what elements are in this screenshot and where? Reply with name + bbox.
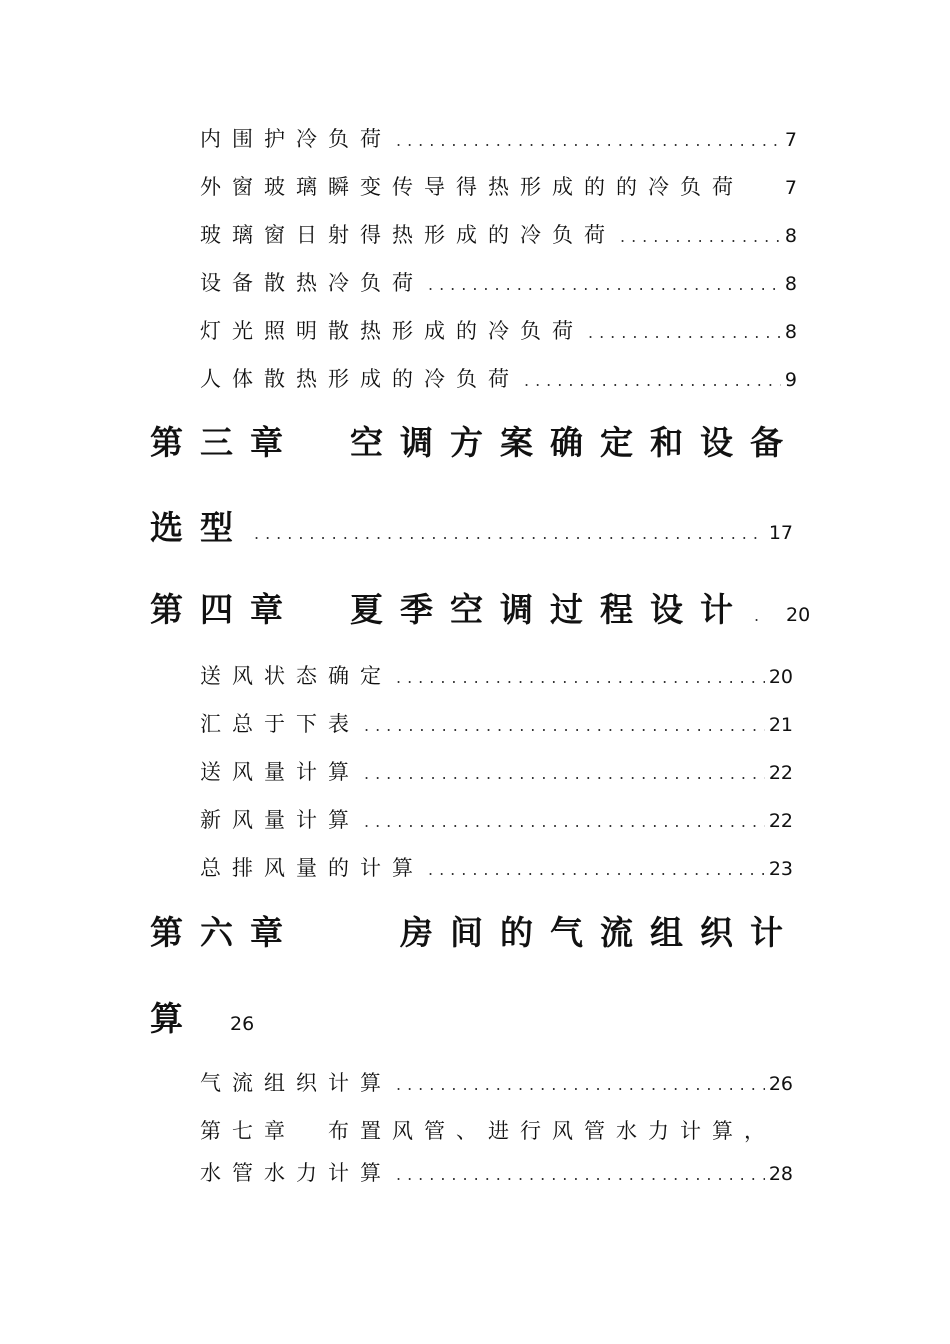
toc-entry-page: 21 xyxy=(768,714,793,736)
leader-dots xyxy=(364,716,765,735)
toc-entry-title: 人体散热形成的冷负荷 xyxy=(200,367,520,391)
toc-entry-page: 7 xyxy=(784,129,797,151)
toc-entry-page: 28 xyxy=(768,1163,793,1185)
toc-entry[interactable] xyxy=(200,315,797,345)
leader-dots xyxy=(588,323,781,342)
toc-chapter-title: 第四章 夏季空调过程设计 xyxy=(150,590,750,629)
toc-entry-title: 设备散热冷负荷 xyxy=(200,271,424,295)
toc-chapter-page: 20 xyxy=(786,604,811,626)
toc-entry-page: 23 xyxy=(768,858,793,880)
toc-entry[interactable] xyxy=(200,1067,793,1097)
toc-entry-page: 26 xyxy=(768,1073,793,1095)
toc-entry[interactable] xyxy=(200,852,793,882)
toc-entry[interactable] xyxy=(200,171,797,201)
leader-dots xyxy=(396,1165,765,1184)
toc-entry[interactable] xyxy=(200,363,797,393)
toc-entry[interactable] xyxy=(200,219,797,249)
toc-entry-page: 22 xyxy=(768,762,793,784)
toc-entry[interactable] xyxy=(200,123,797,153)
toc-entry-title: 送风状态确定 xyxy=(200,664,392,688)
leader-dots xyxy=(428,860,765,879)
toc-entry-title: 第七章 布置风管、进行风管水力计算， xyxy=(200,1119,776,1143)
leader-dots xyxy=(364,764,765,783)
toc-entry[interactable] xyxy=(200,1115,800,1145)
toc-entry[interactable] xyxy=(200,1157,793,1187)
toc-chapter-title: 第三章 空调方案确定和设备 xyxy=(150,423,800,462)
leader-dots xyxy=(524,371,781,390)
toc-entry-title: 玻璃窗日射得热形成的冷负荷 xyxy=(200,223,616,247)
toc-entry[interactable] xyxy=(200,804,793,834)
leader-dots xyxy=(620,227,781,246)
leader-dots xyxy=(364,812,765,831)
toc-chapter-page: 17 xyxy=(768,522,793,544)
toc-chapter[interactable] xyxy=(150,584,811,631)
toc-entry-page: 20 xyxy=(768,666,793,688)
toc-entry[interactable] xyxy=(200,660,793,690)
toc-entry-page: 22 xyxy=(768,810,793,832)
toc-entry-page: 8 xyxy=(784,273,797,295)
leader-dots xyxy=(396,131,781,150)
toc-chapter-continued[interactable] xyxy=(150,993,350,1040)
toc-entry-page: 8 xyxy=(784,321,797,343)
leader-dots xyxy=(396,1075,765,1094)
toc-entry-page: 7 xyxy=(784,177,797,199)
toc-chapter[interactable] xyxy=(150,417,800,464)
toc-entry-title: 水管水力计算 xyxy=(200,1161,392,1185)
toc-chapter-page: 26 xyxy=(230,1013,255,1035)
toc-entry-page: 9 xyxy=(784,369,797,391)
leader-dots xyxy=(754,606,764,625)
toc-entry[interactable] xyxy=(200,267,797,297)
toc-entry-page: 8 xyxy=(784,225,797,247)
leader-dots xyxy=(396,668,765,687)
toc-entry-title: 送风量计算 xyxy=(200,760,360,784)
toc-entry-title: 汇总于下表 xyxy=(200,712,360,736)
toc-entry[interactable] xyxy=(200,708,793,738)
leader-dots xyxy=(254,524,765,543)
toc-entry[interactable] xyxy=(200,756,793,786)
toc-chapter-title: 第六章 房间的气流组织计 xyxy=(150,913,800,952)
toc-entry-title: 新风量计算 xyxy=(200,808,360,832)
toc-entry-title: 灯光照明散热形成的冷负荷 xyxy=(200,319,584,343)
toc-chapter-title: 选型 xyxy=(150,508,250,547)
toc-entry-title: 外窗玻璃瞬变传导得热形成的的冷负荷 xyxy=(200,175,744,199)
toc-chapter-continued[interactable] xyxy=(150,502,793,549)
toc-chapter-title: 算 xyxy=(150,999,200,1038)
toc-entry-title: 内围护冷负荷 xyxy=(200,127,392,151)
toc-entry-title: 气流组织计算 xyxy=(200,1071,392,1095)
leader-dots xyxy=(428,275,781,294)
toc-entry-title: 总排风量的计算 xyxy=(200,856,424,880)
toc-chapter[interactable] xyxy=(150,907,800,954)
